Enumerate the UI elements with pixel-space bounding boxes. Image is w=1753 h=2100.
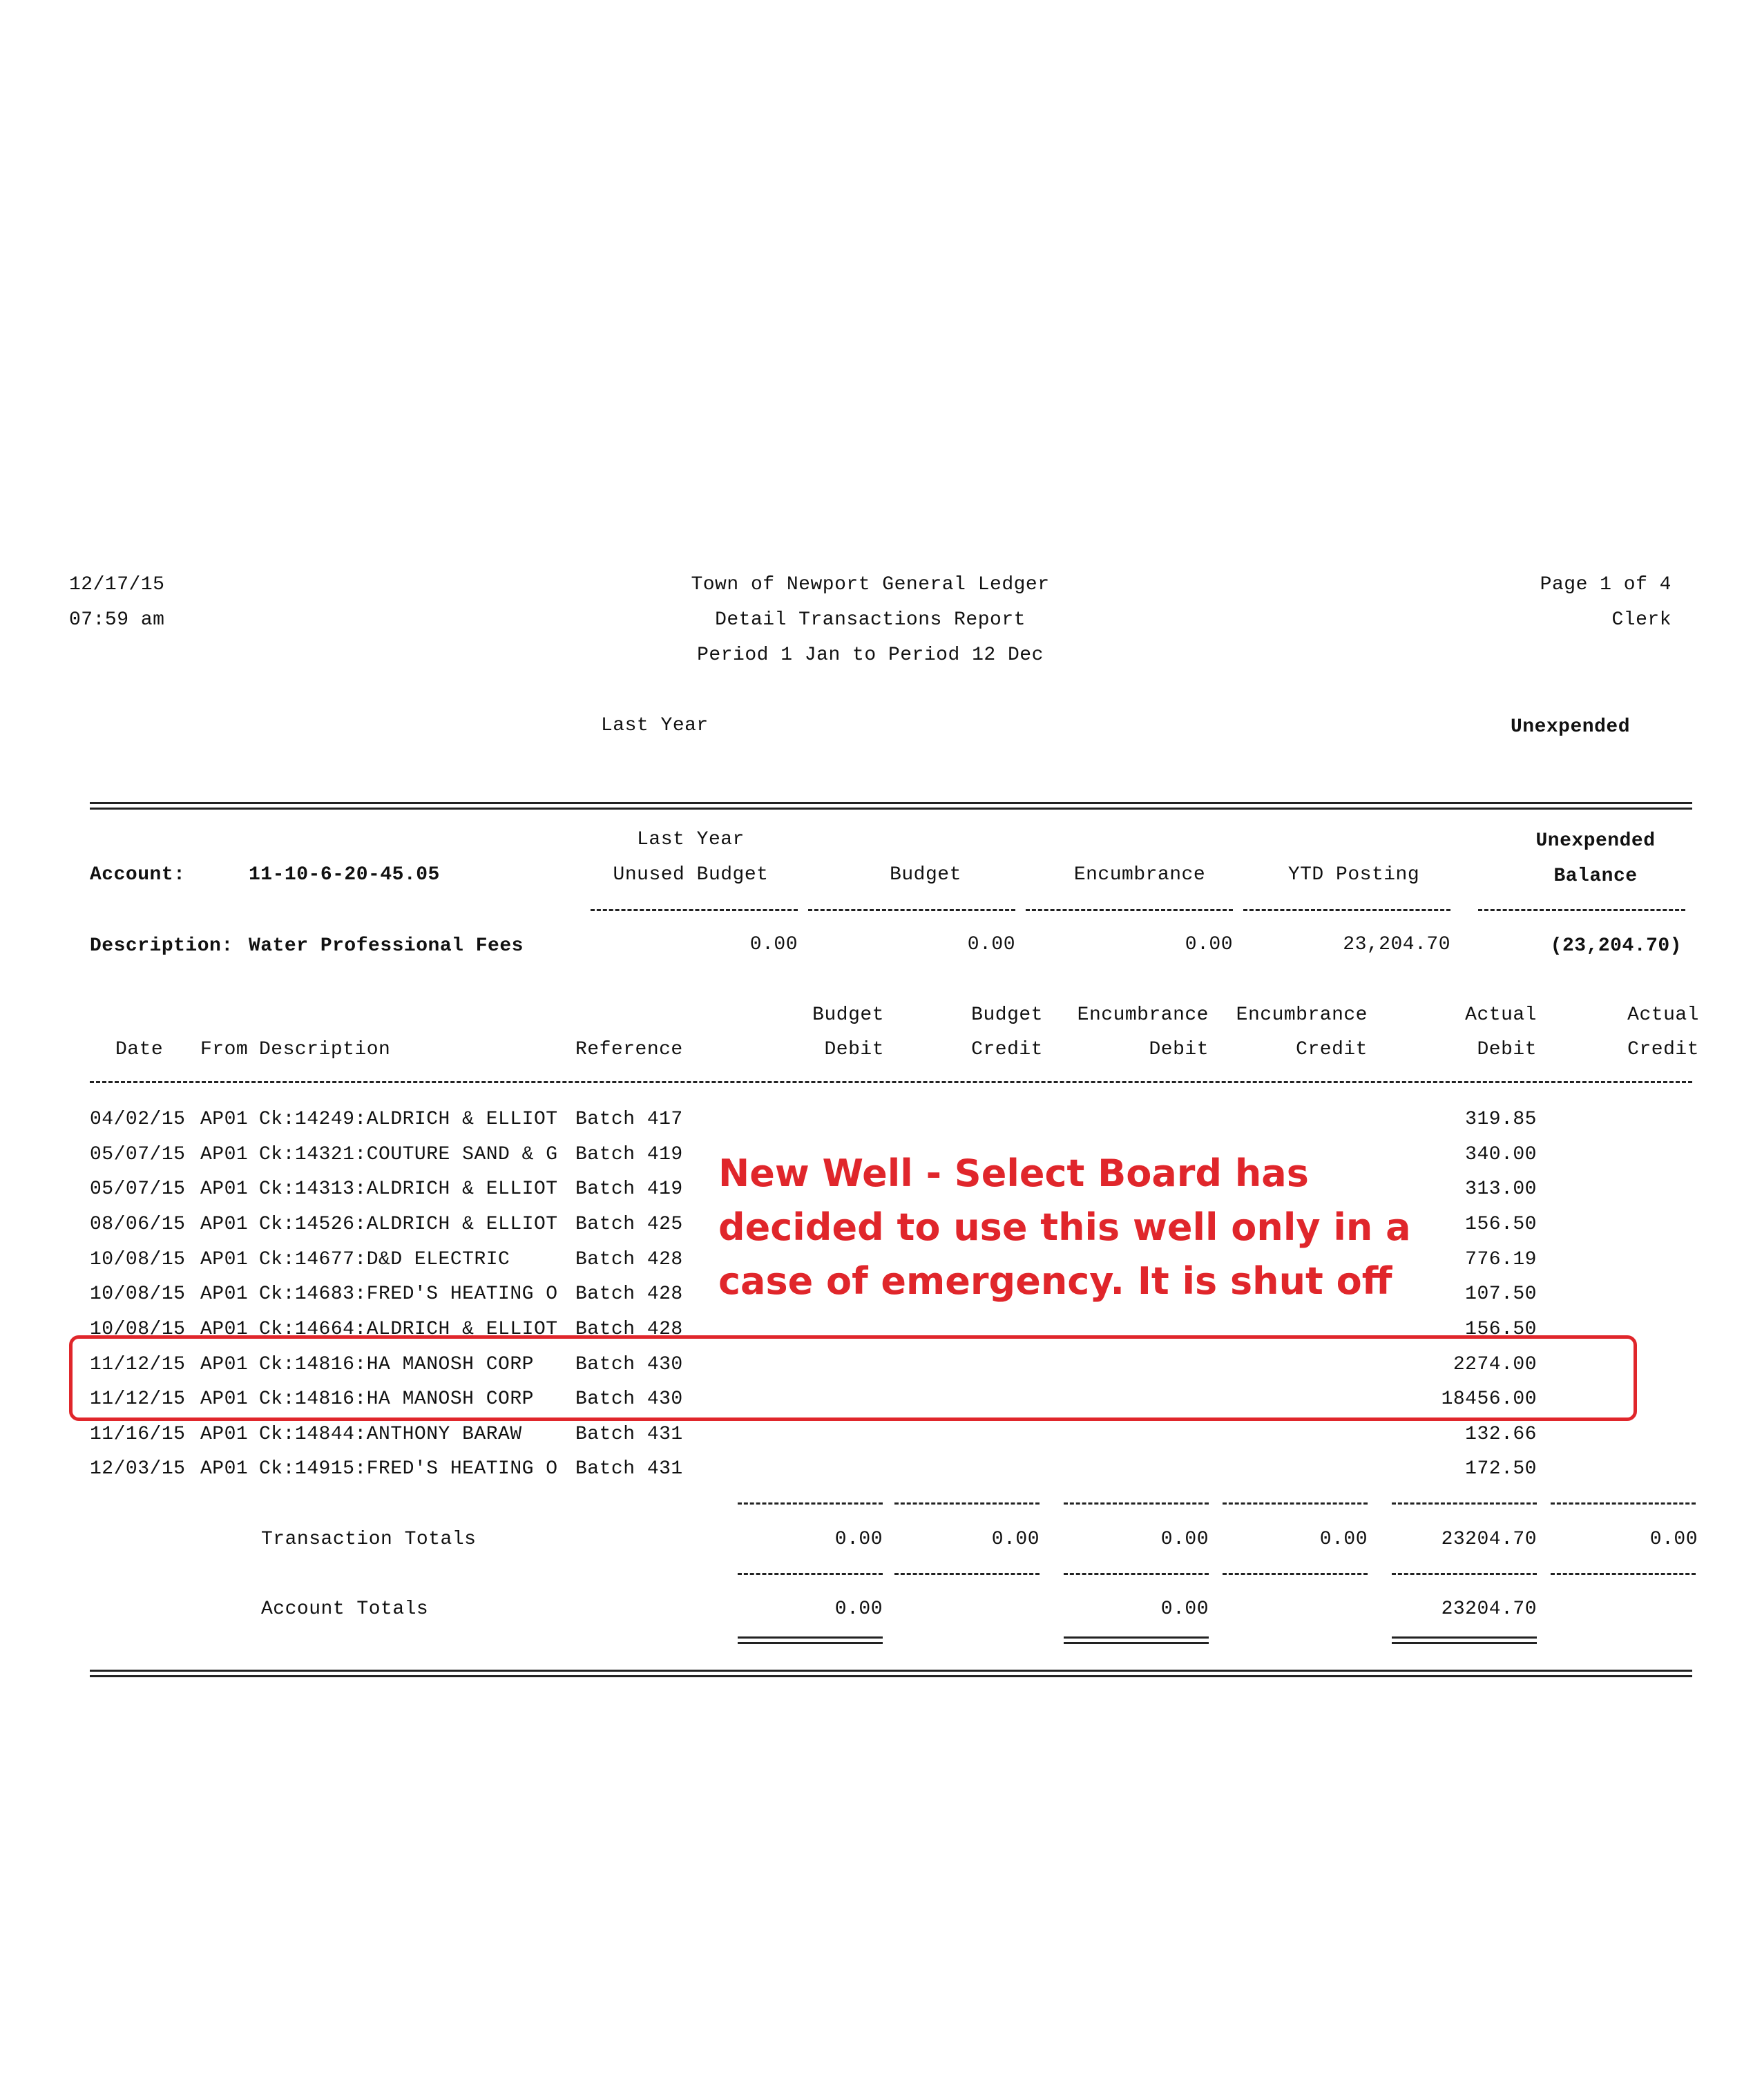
- dash-unused-budget: [591, 909, 798, 911]
- dash-budget: [808, 909, 1015, 911]
- row-1-date: 04/02/15: [90, 1109, 186, 1130]
- row-9-reference: Batch 430: [575, 1388, 683, 1410]
- row-5-description: Ck:14677:D&D ELECTRIC: [259, 1249, 510, 1270]
- row-7-date: 10/08/15: [90, 1319, 186, 1340]
- row-11-reference: Batch 431: [575, 1458, 683, 1480]
- double-rule-bottom: [90, 1670, 1692, 1677]
- row-5-from: AP01: [200, 1249, 249, 1270]
- row-6-actual-debit: 107.50: [1465, 1283, 1537, 1305]
- row-10-date: 11/16/15: [90, 1424, 186, 1445]
- at-actual: 23204.70: [1441, 1598, 1537, 1620]
- hdr-from: From: [200, 1039, 249, 1060]
- row-8-reference: Batch 430: [575, 1354, 683, 1375]
- row-8-from: AP01: [200, 1354, 249, 1375]
- double-underline-actual: [1392, 1636, 1537, 1644]
- budget-value: 0.00: [967, 934, 1015, 955]
- transaction-totals-label: Transaction Totals: [261, 1529, 477, 1550]
- dash-balance: [1478, 909, 1685, 911]
- hdr-budget-credit-1: Budget: [971, 1004, 1043, 1026]
- at-budget: 0.00: [834, 1598, 883, 1620]
- col-budget: Budget: [890, 864, 961, 886]
- hdr-actual-credit-1: Actual: [1627, 1004, 1699, 1026]
- row-11-from: AP01: [200, 1458, 249, 1480]
- annotation-note: New Well - Select Board has decided to use this well only in a case of emergency. It is shut off: [718, 1152, 1411, 1303]
- row-10-description: Ck:14844:ANTHONY BARAW: [259, 1424, 522, 1445]
- hdr-enc-credit-2: Credit: [1296, 1039, 1368, 1060]
- row-5-reference: Batch 428: [575, 1249, 683, 1270]
- report-date: 12/17/15: [69, 574, 165, 595]
- report-period: Period 1 Jan to Period 12 Dec: [697, 645, 1044, 666]
- col-ytd-posting: YTD Posting: [1287, 864, 1420, 886]
- col-balance: Balance: [1553, 866, 1638, 887]
- account-number: 11-10-6-20-45.05: [249, 864, 440, 886]
- hdr-actual-debit-1: Actual: [1465, 1004, 1537, 1026]
- row-6-description: Ck:14683:FRED'S HEATING O: [259, 1283, 558, 1305]
- hdr-budget-debit-2: Debit: [824, 1039, 884, 1060]
- row-2-description: Ck:14321:COUTURE SAND & G: [259, 1144, 558, 1165]
- hdr-reference: Reference: [575, 1039, 683, 1060]
- hdr-enc-debit-1: Encumbrance: [1077, 1004, 1209, 1026]
- row-1-from: AP01: [200, 1109, 249, 1130]
- top-unexpended-label: Unexpended: [1510, 716, 1630, 738]
- dash-at-budget-debit: [738, 1573, 883, 1575]
- annotation-highlight-box: [69, 1335, 1637, 1421]
- row-7-reference: Batch 428: [575, 1319, 683, 1340]
- dash-tt-actual-debit: [1392, 1502, 1537, 1505]
- double-underline-budget: [738, 1636, 883, 1644]
- at-encumbrance: 0.00: [1160, 1598, 1209, 1620]
- tt-budget-debit: 0.00: [834, 1529, 883, 1550]
- row-1-reference: Batch 417: [575, 1109, 683, 1130]
- row-4-from: AP01: [200, 1214, 249, 1235]
- dash-at-budget-credit: [894, 1573, 1040, 1575]
- dash-at-enc-credit: [1223, 1573, 1368, 1575]
- hdr-budget-debit-1: Budget: [812, 1004, 884, 1026]
- unused-budget-value: 0.00: [749, 934, 798, 955]
- row-10-reference: Batch 431: [575, 1424, 683, 1445]
- row-7-from: AP01: [200, 1319, 249, 1340]
- row-9-description: Ck:14816:HA MANOSH CORP: [259, 1388, 534, 1410]
- row-4-date: 08/06/15: [90, 1214, 186, 1235]
- row-11-date: 12/03/15: [90, 1458, 186, 1480]
- hdr-enc-credit-1: Encumbrance: [1236, 1004, 1368, 1026]
- description-label: Description:: [90, 935, 233, 957]
- row-10-from: AP01: [200, 1424, 249, 1445]
- report-time: 07:59 am: [69, 609, 165, 631]
- row-8-description: Ck:14816:HA MANOSH CORP: [259, 1354, 534, 1375]
- row-4-reference: Batch 425: [575, 1214, 683, 1235]
- description-value: Water Professional Fees: [249, 935, 524, 957]
- account-label: Account:: [90, 864, 186, 886]
- dash-tt-budget-credit: [894, 1502, 1040, 1505]
- double-underline-encumbrance: [1064, 1636, 1209, 1644]
- tt-budget-credit: 0.00: [991, 1529, 1040, 1550]
- col-unexpended: Unexpended: [1535, 830, 1656, 852]
- report-subtitle: Detail Transactions Report: [715, 609, 1026, 631]
- dash-tt-actual-credit: [1551, 1502, 1696, 1505]
- row-8-date: 11/12/15: [90, 1354, 186, 1375]
- row-7-description: Ck:14664:ALDRICH & ELLIOT: [259, 1319, 558, 1340]
- row-2-from: AP01: [200, 1144, 249, 1165]
- row-9-date: 11/12/15: [90, 1388, 186, 1410]
- hdr-actual-credit-2: Credit: [1627, 1039, 1699, 1060]
- hdr-actual-debit-2: Debit: [1477, 1039, 1537, 1060]
- row-2-date: 05/07/15: [90, 1144, 186, 1165]
- row-10-actual-debit: 132.66: [1465, 1424, 1537, 1445]
- dash-encumbrance: [1026, 909, 1233, 911]
- tt-actual-credit: 0.00: [1649, 1529, 1698, 1550]
- dash-at-actual-debit: [1392, 1573, 1537, 1575]
- col-last-year: Last Year: [637, 829, 745, 850]
- tt-enc-credit: 0.00: [1319, 1529, 1368, 1550]
- row-6-from: AP01: [200, 1283, 249, 1305]
- row-3-from: AP01: [200, 1178, 249, 1200]
- row-1-description: Ck:14249:ALDRICH & ELLIOT: [259, 1109, 558, 1130]
- dash-at-enc-debit: [1064, 1573, 1209, 1575]
- hdr-description: Description: [259, 1039, 391, 1060]
- row-2-actual-debit: 340.00: [1465, 1144, 1537, 1165]
- dash-tt-budget-debit: [738, 1502, 883, 1505]
- row-3-actual-debit: 313.00: [1465, 1178, 1537, 1200]
- row-1-actual-debit: 319.85: [1465, 1109, 1537, 1130]
- encumbrance-value: 0.00: [1185, 934, 1233, 955]
- row-7-actual-debit: 156.50: [1465, 1319, 1537, 1340]
- tt-enc-debit: 0.00: [1160, 1529, 1209, 1550]
- row-3-date: 05/07/15: [90, 1178, 186, 1200]
- row-8-actual-debit: 2274.00: [1453, 1354, 1537, 1375]
- hdr-budget-credit-2: Credit: [971, 1039, 1043, 1060]
- col-unused-budget: Unused Budget: [613, 864, 769, 886]
- hdr-date: Date: [115, 1039, 164, 1060]
- row-3-description: Ck:14313:ALDRICH & ELLIOT: [259, 1178, 558, 1200]
- row-3-reference: Batch 419: [575, 1178, 683, 1200]
- row-9-from: AP01: [200, 1388, 249, 1410]
- row-2-reference: Batch 419: [575, 1144, 683, 1165]
- dash-at-actual-credit: [1551, 1573, 1696, 1575]
- report-user: Clerk: [1611, 609, 1671, 631]
- row-6-date: 10/08/15: [90, 1283, 186, 1305]
- row-11-actual-debit: 172.50: [1465, 1458, 1537, 1480]
- account-totals-label: Account Totals: [261, 1598, 429, 1620]
- col-encumbrance: Encumbrance: [1073, 864, 1206, 886]
- row-5-actual-debit: 776.19: [1465, 1249, 1537, 1270]
- report-title: Town of Newport General Ledger: [691, 574, 1050, 595]
- dash-rule-headers: [90, 1081, 1692, 1083]
- dash-ytd: [1243, 909, 1450, 911]
- dash-tt-enc-credit: [1223, 1502, 1368, 1505]
- tt-actual-debit: 23204.70: [1441, 1529, 1537, 1550]
- page-number: Page 1 of 4: [1540, 574, 1671, 595]
- row-11-description: Ck:14915:FRED'S HEATING O: [259, 1458, 558, 1480]
- top-last-year-label: Last Year: [601, 715, 709, 736]
- balance-value: (23,204.70): [1550, 935, 1682, 957]
- row-9-actual-debit: 18456.00: [1441, 1388, 1537, 1410]
- hdr-enc-debit-2: Debit: [1149, 1039, 1209, 1060]
- row-4-actual-debit: 156.50: [1465, 1214, 1537, 1235]
- row-4-description: Ck:14526:ALDRICH & ELLIOT: [259, 1214, 558, 1235]
- row-6-reference: Batch 428: [575, 1283, 683, 1305]
- row-5-date: 10/08/15: [90, 1249, 186, 1270]
- ytd-value: 23,204.70: [1343, 934, 1450, 955]
- dash-tt-enc-debit: [1064, 1502, 1209, 1505]
- double-rule-top: [90, 802, 1692, 810]
